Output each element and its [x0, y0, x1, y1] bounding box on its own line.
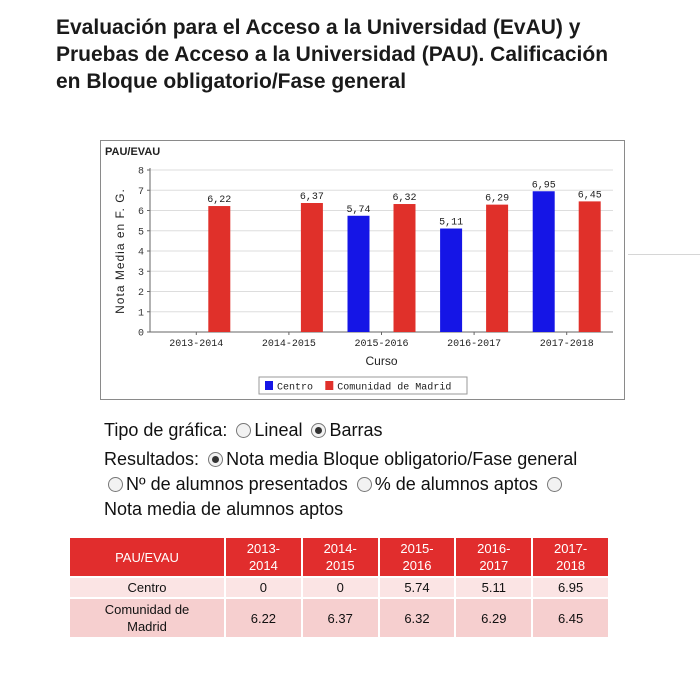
table-cell: 5.11: [456, 578, 531, 597]
y-axis-label: Nota Media en F. G.: [113, 188, 127, 314]
data-table: [68, 536, 610, 639]
chart-type-option-1[interactable]: [307, 420, 382, 440]
results-radio-1[interactable]: [108, 477, 123, 492]
legend-entry-0: Centro: [277, 382, 314, 394]
bar-chart: [101, 141, 624, 399]
table-row: [70, 578, 608, 597]
chart-type-option-0[interactable]: [232, 420, 302, 440]
legend-entry-1: Comunidad de Madrid: [337, 382, 452, 394]
y-tick-label: 4: [137, 247, 144, 259]
table-cell: 6.29: [456, 599, 531, 637]
chart-type-radio-1[interactable]: [311, 423, 326, 438]
bar-chart-frame: [100, 140, 625, 400]
results-option-label[interactable]: % de alumnos aptos: [374, 474, 538, 494]
table-row-label: Comunidad de Madrid: [70, 599, 224, 637]
table-cell: 6.45: [533, 599, 608, 637]
bar-value-label: 5,11: [439, 217, 464, 229]
table-column-header: 2016- 2017: [456, 538, 531, 576]
legend-swatch-1: [325, 381, 333, 390]
x-axis-label: Curso: [365, 354, 398, 368]
page-title: Evaluación para el Acceso a la Universidad (EvAU) y Pruebas de Acceso a la Universidad (PAU). Calificación en Bloque obligatorio/Fase general: [56, 16, 609, 93]
bar-comunidad-2014-2015: [301, 203, 323, 332]
y-tick-label: 8: [137, 166, 144, 178]
bar-value-label: 6,32: [392, 193, 417, 205]
bar-value-label: 5,74: [346, 204, 371, 216]
results-option-0[interactable]: [204, 449, 577, 469]
bar-comunidad-2017-2018: [579, 201, 601, 332]
results-radio-2[interactable]: [357, 477, 372, 492]
table-cell: 0: [226, 578, 301, 597]
table-cell: 6.95: [533, 578, 608, 597]
chart-type-radio-0[interactable]: [236, 423, 251, 438]
bar-value-label: 6,95: [531, 180, 556, 192]
chart-type-row: [104, 418, 584, 443]
table-cell: 0: [303, 578, 378, 597]
table-column-header: 2017- 2018: [533, 538, 608, 576]
table-cell: 6.22: [226, 599, 301, 637]
results-label: Resultados:: [104, 449, 200, 469]
bar-value-label: 6,22: [207, 195, 232, 207]
y-tick-label: 1: [137, 308, 144, 320]
table-row-label: Centro: [70, 578, 224, 597]
table-row: [70, 599, 608, 637]
chart-type-label: Tipo de gráfica:: [104, 420, 228, 440]
bar-centro-2016-2017: [440, 229, 462, 332]
chart-controls: [104, 418, 584, 526]
bar-comunidad-2016-2017: [486, 205, 508, 332]
x-tick-label: 2013-2014: [169, 339, 224, 350]
bar-value-label: 6,45: [577, 190, 602, 202]
x-tick-label: 2015-2016: [354, 339, 409, 350]
x-tick-label: 2014-2015: [261, 339, 316, 350]
table-corner-header: PAU/EVAU: [70, 538, 224, 576]
results-radio-0[interactable]: [208, 452, 223, 467]
y-tick-label: 0: [137, 328, 144, 340]
decorative-divider: [628, 254, 700, 255]
table-cell: 6.32: [380, 599, 455, 637]
results-row: [104, 447, 584, 522]
y-tick-label: 2: [137, 288, 144, 299]
results-option-label[interactable]: Nº de alumnos presentados: [126, 474, 348, 494]
chart-type-option-label[interactable]: Barras: [329, 420, 383, 440]
results-option-1[interactable]: [104, 474, 348, 494]
table-cell: 6.37: [303, 599, 378, 637]
bar-comunidad-2015-2016: [394, 204, 416, 332]
x-tick-label: 2017-2018: [539, 339, 594, 350]
y-tick-label: 7: [137, 186, 144, 198]
bar-centro-2017-2018: [533, 191, 555, 332]
x-tick-label: 2016-2017: [447, 339, 502, 350]
table-cell: 5.74: [380, 578, 455, 597]
y-tick-label: 6: [137, 207, 144, 218]
legend-swatch-0: [265, 381, 273, 390]
bar-centro-2015-2016: [348, 216, 370, 332]
results-option-label[interactable]: Nota media Bloque obligatorio/Fase general: [226, 449, 578, 469]
table-column-header: 2013- 2014: [226, 538, 301, 576]
table-column-header: 2014- 2015: [303, 538, 378, 576]
results-radio-3[interactable]: [547, 477, 562, 492]
chart-type-option-label[interactable]: Lineal: [254, 420, 303, 440]
bar-value-label: 6,29: [485, 193, 510, 205]
table-column-header: 2015- 2016: [380, 538, 455, 576]
y-tick-label: 5: [137, 227, 144, 239]
results-option-2[interactable]: [353, 474, 538, 494]
chart-title: PAU/EVAU: [105, 146, 161, 158]
y-tick-label: 3: [137, 267, 144, 279]
bar-comunidad-2013-2014: [208, 206, 230, 332]
bar-value-label: 6,37: [299, 192, 324, 204]
results-option-label[interactable]: Nota media de alumnos aptos: [104, 499, 344, 519]
